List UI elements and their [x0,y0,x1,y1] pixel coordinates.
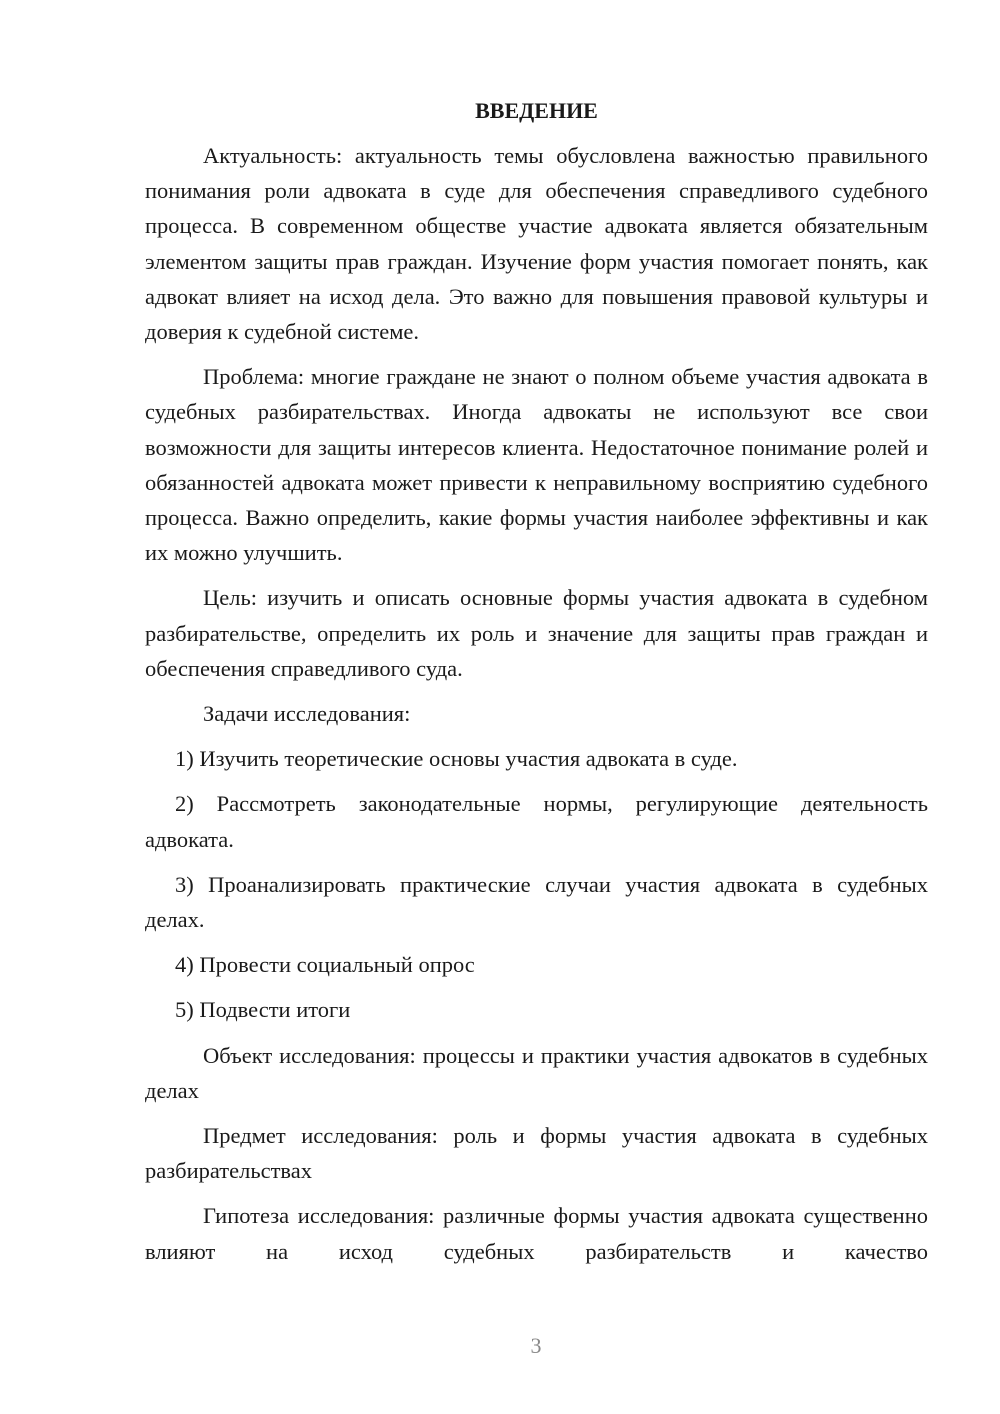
tasks-title: Задачи исследования: [203,701,411,727]
document-page [145,95,928,1279]
task-item: 5) Подвести итоги [175,997,351,1023]
goal-paragraph: Цель: изучить и описать основные формы участия адвоката в судебном разбирательстве, определить их роль и значение для защиты прав граждан и обеспечения справедливого суда. [145,585,928,681]
task-item: 2) Рассмотреть законодательные нормы, регулирующие деятельность адвоката. [145,791,928,852]
hypothesis-paragraph: Гипотеза исследования: различные формы участия адвоката существенно влияют на исход судебных разбирательств и качество [145,1203,928,1264]
object-paragraph: Объект исследования: процессы и практики участия адвокатов в судебных делах [145,1042,928,1103]
problem-paragraph: Проблема: многие граждане не знают о полном объеме участия адвоката в судебных разбирательствах. Иногда адвокаты не используют все свои возможности для защиты интересов клиента. Недостаточное понимание ролей и обязанностей адвоката может привести к неправильному восприятию судебного процесса. Важно определить, какие формы участия наиболее эффективны и как их можно улучшить. [145,364,928,566]
relevance-paragraph: Актуальность: актуальность темы обусловлена важностью правильного понимания роли адвоката в суде для обеспечения справедливого судебного процесса. В современном обществе участие адвоката является обязательным элементом защиты прав граждан. Изучение форм участия помогает понять, как адвокат влияет на исход дела. Это важно для повышения правовой культуры и доверия к судебной системе. [145,143,928,345]
task-item: 4) Провести социальный опрос [175,952,475,978]
page-number: 3 [530,1333,542,1358]
section-heading: ВВЕДЕНИЕ [475,98,598,123]
task-item: 1) Изучить теоретические основы участия адвоката в суде. [175,746,738,772]
subject-paragraph: Предмет исследования: роль и формы участия адвоката в судебных разбирательствах [145,1123,928,1184]
task-item: 3) Проанализировать практические случаи участия адвоката в судебных делах. [145,871,928,933]
